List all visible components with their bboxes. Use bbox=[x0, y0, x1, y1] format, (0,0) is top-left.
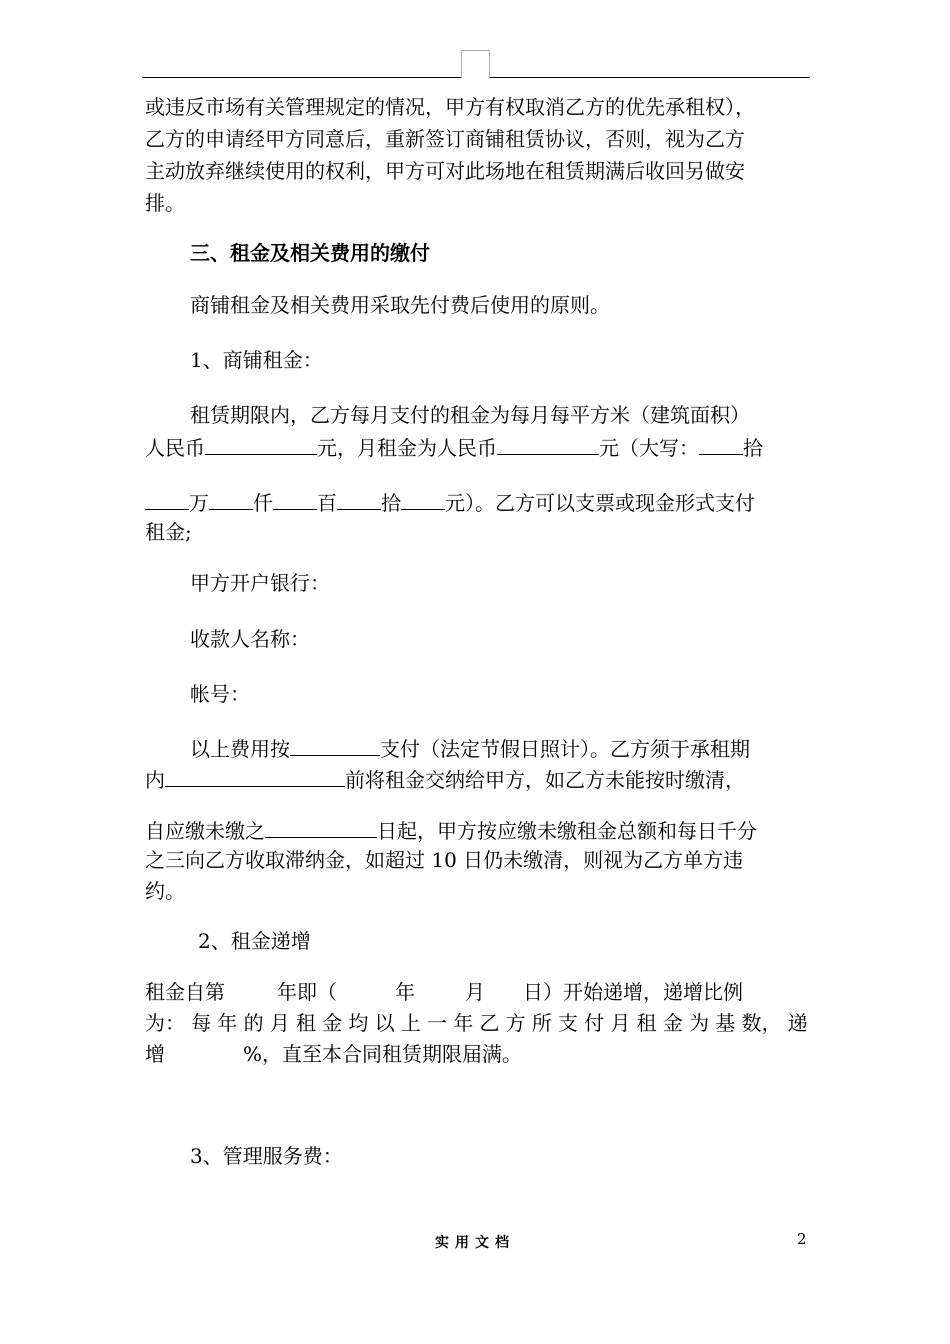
bank-label: 甲方开户银行： bbox=[190, 571, 330, 595]
increment-line-2: 为： 每 年 的 月 租 金 均 以 上 一 年 乙 方 所 支 付 月 租 金 为 基 数， 递 bbox=[145, 1011, 808, 1035]
blank-wan[interactable] bbox=[145, 487, 189, 510]
blank-qian[interactable] bbox=[209, 487, 253, 510]
section-heading: 三、租金及相关费用的缴付 bbox=[190, 241, 430, 265]
subsection-3-title: 3、管理服务费： bbox=[190, 1144, 343, 1168]
blank-deadline[interactable] bbox=[165, 764, 345, 787]
page-number: 2 bbox=[797, 1230, 807, 1248]
rent-line-1: 租赁期限内，乙方每月支付的租金为每月每平方米（建筑面积） bbox=[190, 403, 750, 427]
payee-label: 收款人名称： bbox=[190, 627, 310, 651]
fees-line-2: 内 前将租金交纳给甲方，如乙方未能按时缴清， bbox=[145, 764, 745, 794]
rent-line-3: 万 仟 百 拾 元）。乙方可以支票或现金形式支付 bbox=[145, 487, 755, 517]
fees-line-1: 以上费用按 支付（法定节假日照计）。乙方须于承租期 bbox=[190, 733, 750, 763]
para-1-line-3: 主动放弃继续使用的权利，甲方可对此场地在租赁期满后收回另做安 bbox=[145, 159, 745, 183]
increment-line-3: 增 %，直至本合同租赁期限届满。 bbox=[145, 1042, 523, 1066]
blank-monthly-rent[interactable] bbox=[497, 432, 599, 455]
fees-line-4: 之三向乙方收取滞纳金，如超过 10 日仍未缴清，则视为乙方单方违 bbox=[145, 848, 744, 872]
increment-line-1: 租金自第 年即（ 年 月 日）开始递增，递增比例 bbox=[145, 980, 743, 1004]
blank-ten-thousand[interactable] bbox=[699, 432, 743, 455]
account-label: 帐号： bbox=[190, 682, 250, 706]
header-mark bbox=[461, 50, 490, 78]
rent-line-4: 租金; bbox=[145, 520, 192, 544]
principle-text: 商铺租金及相关费用采取先付费后使用的原则。 bbox=[190, 293, 610, 317]
subsection-1-title: 1、商铺租金： bbox=[190, 348, 323, 372]
blank-payment-cycle[interactable] bbox=[290, 733, 380, 756]
para-1-line-2: 乙方的申请经甲方同意后，重新签订商铺租赁协议，否则，视为乙方 bbox=[145, 127, 745, 151]
footer-label: 实用文档 bbox=[435, 1235, 515, 1251]
blank-bai[interactable] bbox=[273, 487, 317, 510]
subsection-2-title: 2、租金递增 bbox=[198, 929, 311, 953]
blank-shi[interactable] bbox=[337, 487, 381, 510]
fees-line-5: 约。 bbox=[145, 879, 185, 903]
fees-line-3: 自应缴未缴之 日起，甲方按应缴未缴租金总额和每日千分 bbox=[145, 815, 757, 845]
para-1-line-4: 排。 bbox=[145, 191, 185, 215]
blank-overdue-date[interactable] bbox=[265, 815, 377, 838]
blank-unit-rent[interactable] bbox=[205, 432, 317, 455]
rent-line-2: 人民币 元，月租金为人民币 元（大写： 拾 bbox=[145, 432, 763, 462]
para-1-line-1: 或违反市场有关管理规定的情况，甲方有权取消乙方的优先承租权）， bbox=[145, 95, 755, 119]
blank-yuan[interactable] bbox=[401, 487, 445, 510]
